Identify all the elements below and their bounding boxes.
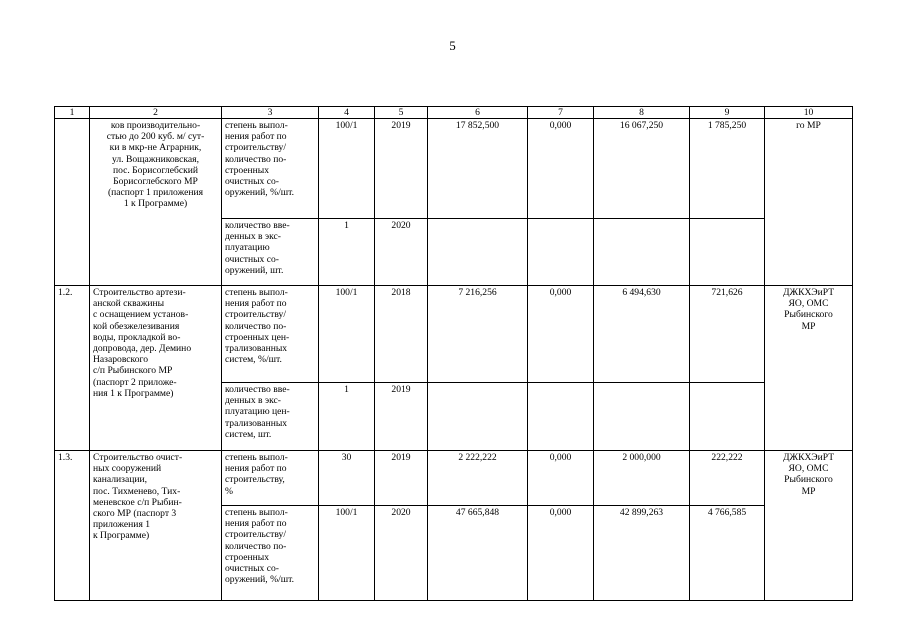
year: 2020 <box>375 506 428 601</box>
indicator-value: 100/1 <box>319 286 375 383</box>
amount-col8: 6 494,630 <box>594 286 690 383</box>
indicator-value: 100/1 <box>319 119 375 219</box>
indicator-name: степень выпол- нения работ по строительству/ количество по- строенных цен- трализованных систем, %/шт. <box>222 286 319 383</box>
total-amount <box>428 383 528 451</box>
column-number: 6 <box>428 107 528 119</box>
total-amount <box>428 219 528 286</box>
amount-col9 <box>690 383 765 451</box>
column-number: 5 <box>375 107 428 119</box>
amount-col9: 1 785,250 <box>690 119 765 219</box>
executor: ДЖКХЭиРТ ЯО, ОМС Рыбинского МР <box>765 451 853 601</box>
column-number: 9 <box>690 107 765 119</box>
amount-col7: 0,000 <box>528 119 594 219</box>
column-number: 7 <box>528 107 594 119</box>
page-number: 5 <box>449 38 456 53</box>
item-number: 1.3. <box>55 451 90 601</box>
total-amount: 2 222,222 <box>428 451 528 506</box>
amount-col7: 0,000 <box>528 286 594 383</box>
item-name: Строительство очист- ных сооружений канализации, пос. Тихменево, Тих- меневское с/п Рыбин- ского МР (паспорт 3 приложения 1 к Программе) <box>90 451 222 601</box>
table-row <box>55 451 853 506</box>
amount-col8 <box>594 383 690 451</box>
amount-col7: 0,000 <box>528 451 594 506</box>
table-row <box>55 286 853 383</box>
column-number: 8 <box>594 107 690 119</box>
amount-col9 <box>690 219 765 286</box>
indicator-name: количество вве- денных в экс- плуатацию цен- трализованных систем, шт. <box>222 383 319 451</box>
amount-col9: 721,626 <box>690 286 765 383</box>
item-name: Строительство артези- анской скважины с оснащением установ- кой обезжелезивания воды, прокладкой во- допровода, дер. Демино Назаровского с/п Рыбинского МР (паспорт 2 приложе- ния 1 к Программе) <box>90 286 222 451</box>
amount-col9: 4 766,585 <box>690 506 765 601</box>
year: 2019 <box>375 119 428 219</box>
amount-col8: 2 000,000 <box>594 451 690 506</box>
amount-col8: 16 067,250 <box>594 119 690 219</box>
column-number: 4 <box>319 107 375 119</box>
table-row <box>55 119 853 219</box>
year: 2019 <box>375 451 428 506</box>
year: 2020 <box>375 219 428 286</box>
executor: го МР <box>765 119 853 286</box>
indicator-value: 30 <box>319 451 375 506</box>
amount-col7 <box>528 219 594 286</box>
executor: ДЖКХЭиРТ ЯО, ОМС Рыбинского МР <box>765 286 853 451</box>
indicator-name: степень выпол- нения работ по строительству, % <box>222 451 319 506</box>
column-number: 10 <box>765 107 853 119</box>
item-name: ков производительно- стью до 200 куб. м/ сут- ки в мкр-не Аграрник, ул. Вощажниковская, пос. Борисоглебский Борисоглебского МР (паспорт 1 приложения 1 к Программе) <box>90 119 222 286</box>
item-number <box>55 119 90 286</box>
amount-col8 <box>594 219 690 286</box>
column-number: 3 <box>222 107 319 119</box>
indicator-value: 100/1 <box>319 506 375 601</box>
total-amount: 7 216,256 <box>428 286 528 383</box>
indicator-name: степень выпол- нения работ по строительству/ количество по- строенных очистных со- оружений, %/шт. <box>222 119 319 219</box>
amount-col7: 0,000 <box>528 506 594 601</box>
indicator-value: 1 <box>319 383 375 451</box>
amount-col8: 42 899,263 <box>594 506 690 601</box>
column-number: 2 <box>90 107 222 119</box>
total-amount: 17 852,500 <box>428 119 528 219</box>
year: 2018 <box>375 286 428 383</box>
column-number-row <box>55 107 853 119</box>
item-number: 1.2. <box>55 286 90 451</box>
indicator-value: 1 <box>319 219 375 286</box>
total-amount: 47 665,848 <box>428 506 528 601</box>
amount-col9: 222,222 <box>690 451 765 506</box>
indicator-name: количество вве- денных в экс- плуатацию очистных со- оружений, шт. <box>222 219 319 286</box>
program-table <box>54 106 853 601</box>
year: 2019 <box>375 383 428 451</box>
column-number: 1 <box>55 107 90 119</box>
indicator-name: степень выпол- нения работ по строительству/ количество по- строенных очистных со- оружений, %/шт. <box>222 506 319 601</box>
amount-col7 <box>528 383 594 451</box>
